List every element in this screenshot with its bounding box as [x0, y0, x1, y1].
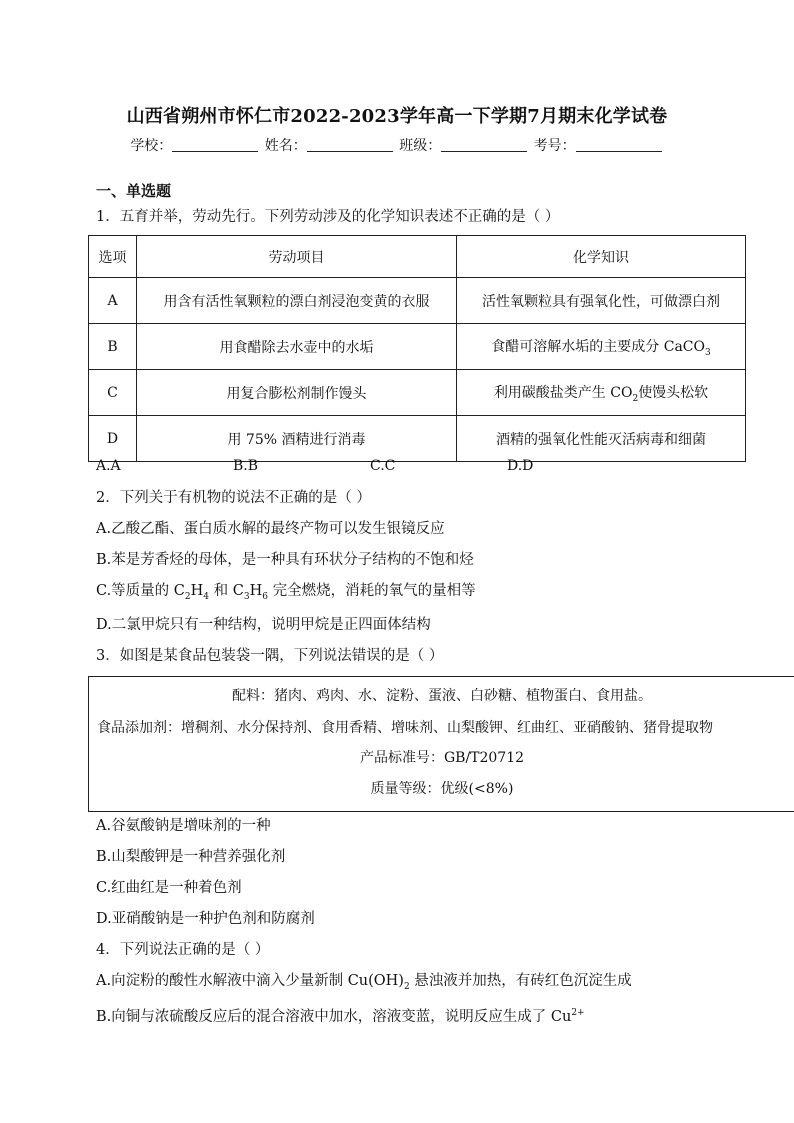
table-row — [89, 370, 746, 416]
labor-item-cell: 用 75% 酒精进行消毒 — [137, 416, 457, 462]
question-2-option-d[interactable]: D.二氯甲烷只有一种结构，说明甲烷是正四面体结构 — [96, 617, 431, 633]
option-cell: C — [89, 370, 137, 416]
table-row — [89, 324, 746, 370]
additives-line: 食品添加剂：增稠剂、水分保持剂、食用香精、增味剂、山梨酸钾、红曲红、亚硝酸钠、猪骨提取物 — [97, 720, 713, 736]
labor-item-cell: 用含有活性氧颗粒的漂白剂浸泡变黄的衣服 — [137, 278, 457, 324]
question-2-option-a[interactable]: A.乙酸乙酯、蛋白质水解的最终产物可以发生银镜反应 — [96, 521, 445, 537]
chem-knowledge-cell: 利用碳酸盐类产生 $CO_2$使馒头松软 — [457, 370, 746, 416]
school-blank[interactable] — [172, 137, 258, 152]
option-cell: B — [89, 324, 137, 370]
exam-no-blank[interactable] — [576, 137, 662, 152]
chem-knowledge-cell: 酒精的强氧化性能灭活病毒和细菌 — [457, 416, 746, 462]
class-blank[interactable] — [441, 137, 527, 152]
question-1-stem: 1．五育并举，劳动先行。下列劳动涉及的化学知识表述不正确的是（ ） — [96, 209, 560, 225]
option-c[interactable]: C.C — [370, 458, 396, 474]
chem-knowledge-cell: 食醋可溶解水垢的主要成分 CaCO$_3$ — [457, 324, 746, 370]
food-label-box — [88, 676, 794, 812]
option-cell: A — [89, 278, 137, 324]
school-label: 学校： — [130, 138, 173, 154]
question-1-table — [88, 235, 746, 462]
table-row — [89, 278, 746, 324]
option-d[interactable]: D.D — [507, 458, 534, 474]
question-4-option-b[interactable]: B.向铜与浓硫酸反应后的混合溶液中加水，溶液变蓝，说明反应生成了 $Cu^{2+}$ — [96, 1008, 585, 1025]
question-3-stem: 3．如图是某食品包装袋一隅，下列说法错误的是（ ） — [96, 648, 444, 664]
table-header-cell: 选项 — [89, 236, 137, 278]
ingredients-line: 配料：猪肉、鸡肉、水、淀粉、蛋液、白砂糖、植物蛋白、食用盐。 — [232, 688, 652, 704]
question-2-stem: 2．下列关于有机物的说法不正确的是（ ） — [96, 490, 371, 506]
question-3-option-a[interactable]: A.谷氨酸钠是增味剂的一种 — [96, 818, 271, 834]
table-header-cell: 化学知识 — [457, 236, 746, 278]
question-2-option-b[interactable]: B.苯是芳香烃的母体，是一种具有环状分子结构的不饱和烃 — [96, 552, 474, 568]
question-1-options — [96, 458, 533, 474]
grade-line: 质量等级：优级(<8%) — [370, 781, 514, 797]
question-4-option-a[interactable]: A.向淀粉的酸性水解液中滴入少量新制 $Cu(OH)_2$ 悬浊液并加热，有砖红色沉淀生成 — [96, 973, 632, 992]
exam-no-label: 考号： — [533, 138, 576, 154]
question-3-option-b[interactable]: B.山梨酸钾是一种营养强化剂 — [96, 849, 286, 865]
question-2-option-c[interactable]: C.等质量的 $C_2H_4$ 和 $C_3H_6$ 完全燃烧，消耗的氧气的量相等 — [96, 583, 476, 602]
table-row — [89, 416, 746, 462]
class-label: 班级： — [399, 138, 442, 154]
labor-item-cell: 用食醋除去水壶中的水垢 — [137, 324, 457, 370]
question-3-option-c[interactable]: C.红曲红是一种着色剂 — [96, 880, 242, 896]
name-blank[interactable] — [307, 137, 393, 152]
section-heading: 一、单选题 — [96, 182, 172, 200]
chem-knowledge-cell: 活性氧颗粒具有强氧化性，可做漂白剂 — [457, 278, 746, 324]
page-title: 山西省朔州市怀仁市2022-2023学年高一下学期7月期末化学试卷 — [126, 106, 668, 127]
question-3-option-d[interactable]: D.亚硝酸钠是一种护色剂和防腐剂 — [96, 911, 315, 927]
table-header-row — [89, 236, 746, 278]
option-cell: D — [89, 416, 137, 462]
option-b[interactable]: B.B — [233, 458, 259, 474]
question-4-stem: 4．下列说法正确的是（ ） — [96, 942, 270, 958]
standard-line: 产品标准号：GB/T20712 — [359, 750, 525, 766]
student-info-line — [0, 135, 794, 155]
option-a[interactable]: A.A — [96, 458, 121, 474]
labor-item-cell: 用复合膨松剂制作馒头 — [137, 370, 457, 416]
name-label: 姓名： — [264, 138, 307, 154]
table-header-cell: 劳动项目 — [137, 236, 457, 278]
